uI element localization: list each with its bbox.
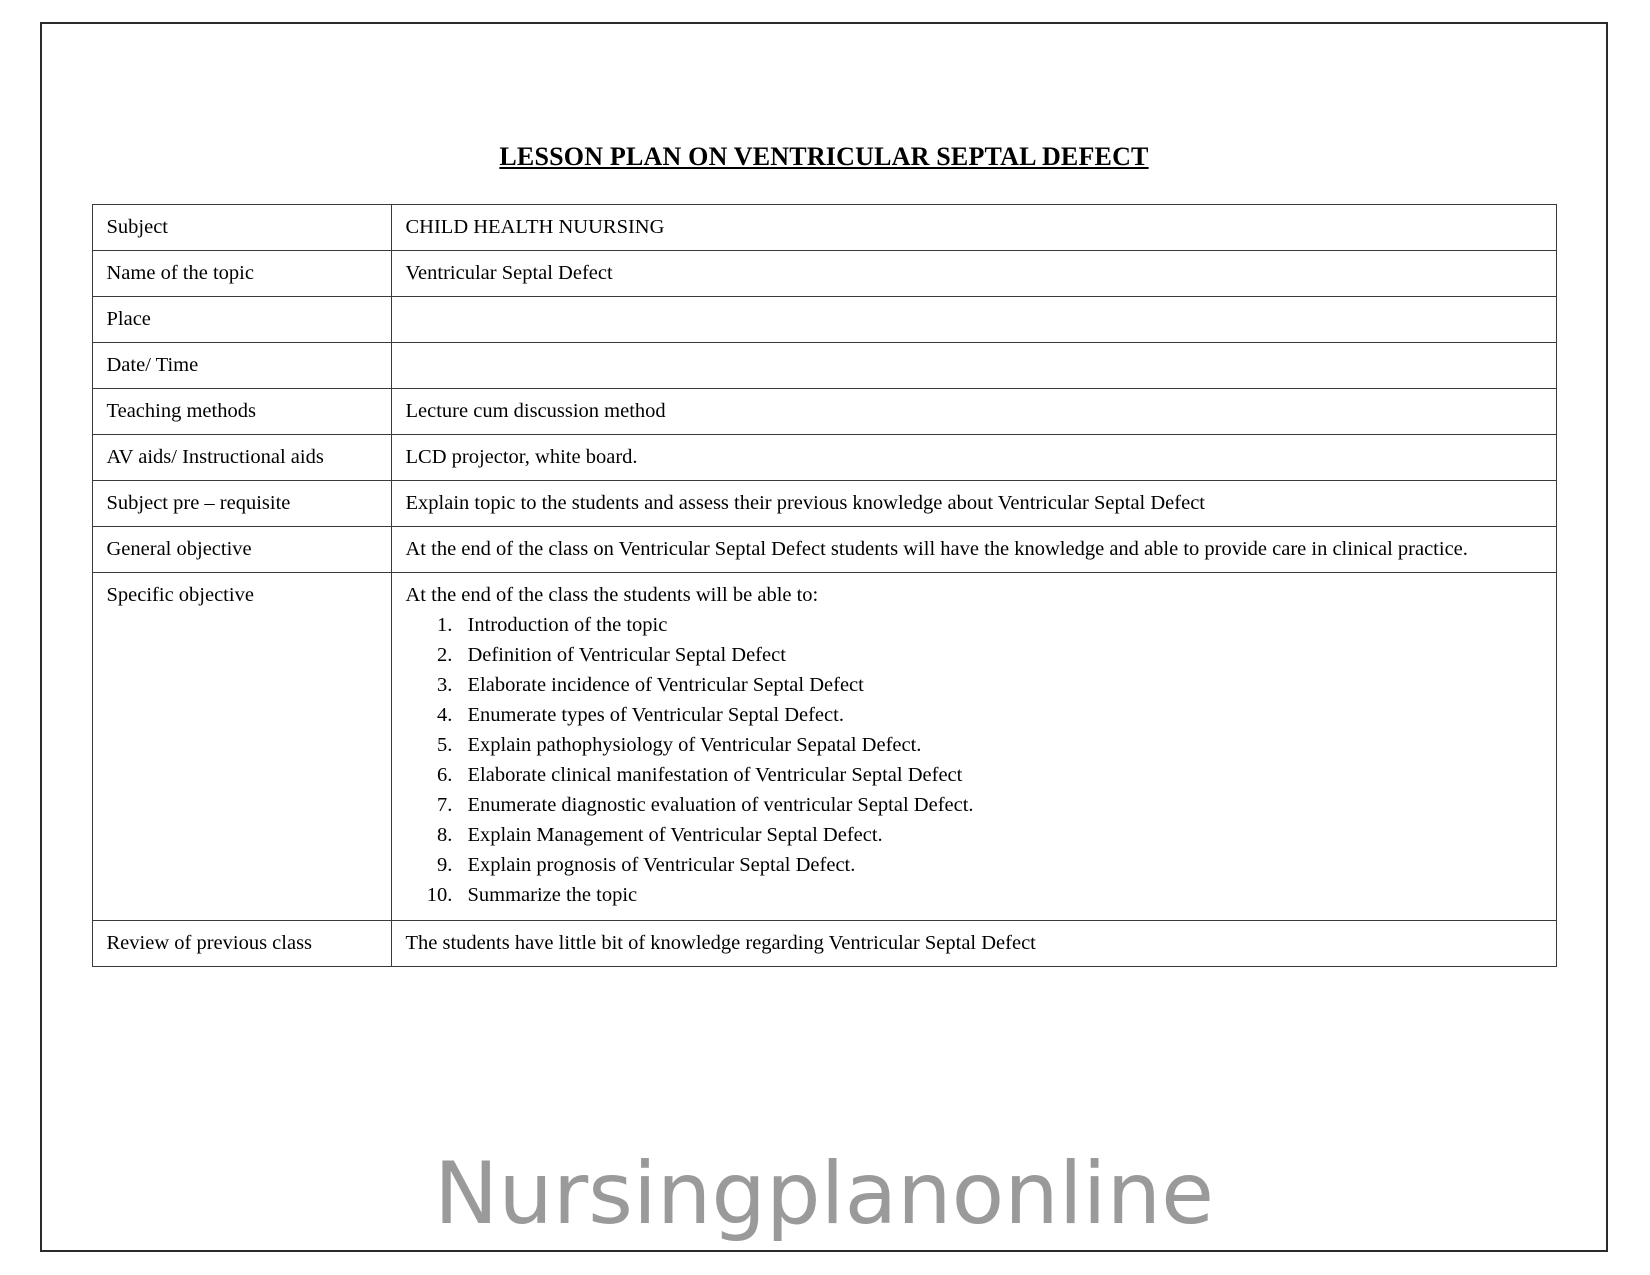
row-value: CHILD HEALTH NUURSING xyxy=(391,205,1556,251)
table-row xyxy=(92,205,1556,251)
lesson-plan-table xyxy=(92,204,1557,967)
list-item: 1. Introduction of the topic xyxy=(458,611,1544,641)
row-value: Lecture cum discussion method xyxy=(391,389,1556,435)
row-label: Subject xyxy=(92,205,391,251)
row-label: Specific objective xyxy=(92,573,391,920)
table-row xyxy=(92,343,1556,389)
row-value: Ventricular Septal Defect xyxy=(391,251,1556,297)
row-label: Subject pre – requisite xyxy=(92,481,391,527)
row-value: Explain topic to the students and assess their previous knowledge about Ventricular Septal Defect xyxy=(391,481,1556,527)
row-value: The students have little bit of knowledge regarding Ventricular Septal Defect xyxy=(391,920,1556,966)
table-row-specific-objective xyxy=(92,573,1556,920)
row-label: AV aids/ Instructional aids xyxy=(92,435,391,481)
watermark: Nursingplanonline xyxy=(433,1144,1214,1244)
table-row xyxy=(92,389,1556,435)
list-item: 4. Enumerate types of Ventricular Septal Defect. xyxy=(458,701,1544,731)
list-item: 8. Explain Management of Ventricular Septal Defect. xyxy=(458,821,1544,851)
row-value xyxy=(391,343,1556,389)
table-row xyxy=(92,920,1556,966)
list-item: 7. Enumerate diagnostic evaluation of ventricular Septal Defect. xyxy=(458,791,1544,821)
table-row xyxy=(92,435,1556,481)
row-label: Name of the topic xyxy=(92,251,391,297)
row-label: Place xyxy=(92,297,391,343)
objectives-intro: At the end of the class the students will be able to: xyxy=(405,584,819,607)
table-row xyxy=(92,527,1556,573)
row-value xyxy=(391,297,1556,343)
document-page xyxy=(40,22,1608,1252)
table-row xyxy=(92,251,1556,297)
objectives-list xyxy=(406,611,1544,910)
list-item: 2. Definition of Ventricular Septal Defect xyxy=(458,641,1544,671)
list-item: 9. Explain prognosis of Ventricular Septal Defect. xyxy=(458,851,1544,881)
row-label: Teaching methods xyxy=(92,389,391,435)
table-row xyxy=(92,481,1556,527)
row-label: Review of previous class xyxy=(92,920,391,966)
row-value: At the end of the class on Ventricular Septal Defect students will have the knowledge and able to provide care in clinical practice. xyxy=(391,527,1556,573)
list-item: 10. Summarize the topic xyxy=(458,881,1544,911)
list-item: 5. Explain pathophysiology of Ventricular Sepatal Defect. xyxy=(458,731,1544,761)
table-row xyxy=(92,297,1556,343)
row-label: Date/ Time xyxy=(92,343,391,389)
list-item: 3. Elaborate incidence of Ventricular Septal Defect xyxy=(458,671,1544,701)
row-label: General objective xyxy=(92,527,391,573)
list-item: 6. Elaborate clinical manifestation of Ventricular Septal Defect xyxy=(458,761,1544,791)
row-value: LCD projector, white board. xyxy=(391,435,1556,481)
page-title: LESSON PLAN ON VENTRICULAR SEPTAL DEFECT xyxy=(499,142,1149,171)
row-value xyxy=(391,573,1556,920)
